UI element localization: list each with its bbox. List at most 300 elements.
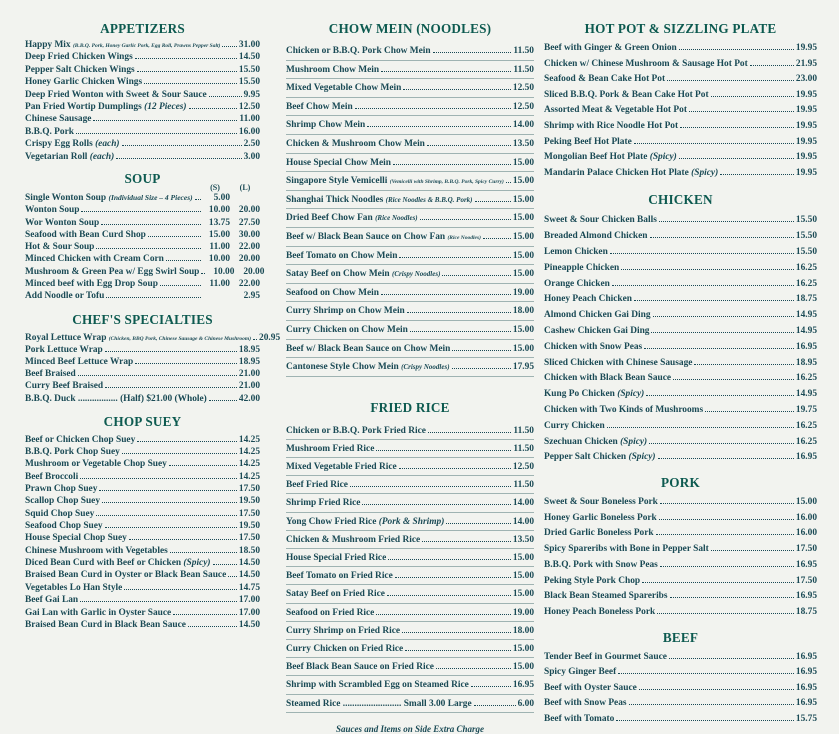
leader-dots bbox=[634, 143, 794, 144]
menu-item bbox=[544, 150, 817, 166]
menu-item bbox=[25, 508, 260, 520]
menu-item bbox=[544, 387, 817, 403]
menu-item bbox=[25, 39, 260, 51]
item-price: 17.95 bbox=[512, 362, 534, 373]
item-name-text: Orange Chicken bbox=[544, 278, 610, 289]
item-small-note: (Crispy Noodles) bbox=[392, 270, 441, 279]
item-name-text: House Special Chop Suey bbox=[25, 533, 127, 544]
item-name-text: Tender Beef in Gourmet Sauce bbox=[544, 651, 667, 662]
item-name-text: Spicy Ginger Beef bbox=[544, 667, 617, 678]
menu-column-1 bbox=[0, 0, 281, 631]
item-price: 14.00 bbox=[512, 498, 534, 509]
item-name bbox=[25, 204, 79, 216]
menu-item bbox=[286, 622, 534, 640]
chop-suey-title: CHOP SUEY bbox=[103, 413, 182, 429]
item-name bbox=[286, 42, 431, 61]
item-price: 16.95 bbox=[795, 698, 817, 709]
item-name bbox=[286, 154, 391, 173]
item-name-text: Seafood Chop Suey bbox=[25, 521, 103, 532]
item-name bbox=[286, 135, 425, 154]
leader-dots bbox=[436, 668, 511, 669]
item-price: 14.95 bbox=[795, 325, 817, 336]
item-price: 18.50 bbox=[238, 545, 260, 556]
item-name-text: Add Noodle or Tofu bbox=[25, 291, 105, 302]
item-name bbox=[544, 119, 678, 135]
menu-item bbox=[25, 557, 260, 569]
leader-dots bbox=[646, 395, 794, 396]
menu-item bbox=[544, 324, 817, 340]
soup-price-small: 10.00 bbox=[208, 205, 230, 216]
item-name-text: Beef Fried Rice bbox=[286, 480, 348, 491]
item-price: 16.95 bbox=[795, 591, 817, 602]
side-extra-note: Sauces and Items on Side Extra Charge bbox=[335, 723, 485, 734]
menu-item bbox=[544, 511, 817, 527]
item-price: 12.50 bbox=[512, 83, 534, 94]
menu-item bbox=[25, 229, 260, 241]
item-price: 15.00 bbox=[512, 343, 534, 354]
leader-dots bbox=[694, 364, 793, 365]
menu-item bbox=[25, 113, 260, 125]
leader-dots bbox=[420, 219, 511, 220]
item-price: 15.00 bbox=[512, 231, 534, 242]
item-italic-note: (Pork & Shrimp) bbox=[378, 516, 445, 527]
menu-item bbox=[25, 594, 260, 606]
leader-dots bbox=[124, 589, 237, 590]
leader-dots bbox=[644, 348, 794, 349]
item-price: 17.50 bbox=[795, 544, 817, 555]
item-name-text: Curry Chicken on Fried Rice bbox=[286, 643, 404, 654]
menu-item bbox=[286, 172, 534, 191]
item-name bbox=[286, 172, 504, 192]
menu-item bbox=[286, 358, 534, 377]
menu-item bbox=[286, 567, 534, 585]
menu-item bbox=[286, 191, 534, 210]
item-name bbox=[25, 76, 142, 88]
leader-dots bbox=[96, 248, 201, 249]
item-name-text: Mongolian Beef Hot Plate bbox=[544, 152, 648, 163]
leader-dots bbox=[189, 108, 237, 109]
item-name-text: Prawn Chop Suey bbox=[25, 484, 98, 495]
soup-price-small: 10.00 bbox=[208, 254, 230, 265]
item-name-text: Chinese Sausage bbox=[25, 114, 92, 125]
item-small-note: (Rice Noodles) bbox=[375, 214, 418, 223]
item-price: 15.00 bbox=[512, 589, 534, 600]
item-name bbox=[286, 676, 469, 694]
item-name-text: Curry Chicken on Chow Mein bbox=[286, 324, 408, 335]
item-name bbox=[544, 605, 655, 621]
hot-pot-list bbox=[544, 41, 817, 181]
soup-price-small: 15.00 bbox=[208, 229, 230, 240]
item-name-text: Deep Fried Chicken Wings bbox=[25, 52, 133, 63]
item-name bbox=[25, 266, 199, 278]
item-price: 21.00 bbox=[238, 369, 260, 380]
menu-item bbox=[286, 265, 534, 284]
leader-dots bbox=[402, 632, 511, 633]
item-price: 2.50 bbox=[243, 139, 260, 150]
item-name bbox=[544, 371, 671, 387]
menu-item bbox=[544, 558, 817, 574]
item-price: 15.00 bbox=[512, 157, 534, 168]
leader-dots bbox=[173, 614, 237, 615]
item-name-text: Vegetables Lo Han Style bbox=[25, 582, 123, 593]
leader-dots bbox=[405, 650, 511, 651]
chefs-specialties-list bbox=[25, 332, 281, 405]
item-price: 19.95 bbox=[795, 120, 817, 131]
leader-dots bbox=[166, 260, 201, 261]
item-price: 16.25 bbox=[795, 420, 817, 431]
item-price: 14.25 bbox=[238, 471, 260, 482]
leader-dots bbox=[483, 238, 511, 239]
item-name-text: Minced Beef Lettuce Wrap bbox=[25, 356, 134, 367]
item-name bbox=[544, 229, 648, 245]
menu-item bbox=[286, 247, 534, 266]
item-name-text: Curry Beef Braised bbox=[25, 381, 104, 392]
item-name bbox=[25, 380, 103, 392]
leader-dots bbox=[711, 96, 794, 97]
menu-item bbox=[544, 450, 817, 466]
item-name bbox=[25, 557, 211, 569]
item-price: 14.50 bbox=[238, 558, 260, 569]
leader-dots bbox=[188, 626, 237, 627]
leader-dots bbox=[80, 601, 237, 602]
item-name bbox=[286, 422, 426, 440]
item-price: 11.00 bbox=[239, 114, 260, 125]
item-name-text: Breaded Almond Chicken bbox=[544, 231, 648, 242]
item-price: 14.00 bbox=[512, 120, 534, 131]
item-name bbox=[544, 558, 658, 574]
leader-dots bbox=[78, 375, 237, 376]
item-price: 16.95 bbox=[512, 680, 534, 691]
soup-price-large: 22.00 bbox=[238, 242, 260, 253]
leader-dots bbox=[222, 46, 237, 47]
item-name bbox=[544, 681, 637, 697]
leader-dots bbox=[433, 52, 512, 53]
menu-item bbox=[544, 542, 817, 558]
item-name bbox=[286, 658, 434, 676]
leader-dots bbox=[106, 297, 201, 298]
item-name-text: Honey Peach Boneless Pork bbox=[544, 606, 656, 617]
item-price: 14.75 bbox=[238, 582, 260, 593]
item-italic-note: (Individual Size – 4 Pieces) bbox=[108, 192, 193, 202]
menu-item bbox=[286, 284, 534, 303]
item-name bbox=[286, 191, 473, 210]
leader-dots bbox=[195, 199, 201, 200]
menu-item bbox=[25, 356, 260, 368]
leader-dots bbox=[642, 582, 794, 583]
item-price: 15.50 bbox=[795, 231, 817, 242]
item-small-note: (B.B.Q. Pork, Honey Garlic Pork, Egg Roll, Prawns Pepper Salt) bbox=[72, 43, 221, 49]
item-price: 18.75 bbox=[795, 606, 817, 617]
soup-list bbox=[25, 192, 265, 303]
item-name-text: Beef w/ Black Bean Sauce on Chow Mein bbox=[286, 343, 451, 354]
pork-list bbox=[544, 495, 817, 621]
leader-dots bbox=[673, 379, 794, 380]
item-name bbox=[286, 622, 400, 640]
menu-item bbox=[544, 403, 817, 419]
item-italic-note: (Spicy) bbox=[628, 452, 656, 463]
item-price: 15.00 bbox=[795, 497, 817, 508]
menu-item bbox=[544, 574, 817, 590]
item-name bbox=[286, 321, 408, 340]
item-name-text: Chicken with Two Kinds of Mushrooms bbox=[544, 404, 704, 415]
item-name-text: Satay Beef on Fried Rice bbox=[286, 589, 385, 600]
item-name-text: B.B.Q. Pork bbox=[25, 126, 74, 137]
item-name bbox=[544, 72, 665, 88]
menu-item bbox=[25, 138, 260, 150]
item-name-text: Mushroom & Green Pea w/ Egg Swirl Soup bbox=[25, 266, 200, 277]
menu-item bbox=[544, 72, 817, 88]
item-name-text: Mandarin Palace Chicken Hot Plate bbox=[544, 167, 689, 178]
menu-item bbox=[25, 290, 260, 302]
leader-dots bbox=[610, 253, 794, 254]
soup-price-large: 20.00 bbox=[243, 266, 265, 277]
leader-dots bbox=[350, 486, 511, 487]
menu-item bbox=[286, 695, 534, 713]
item-name bbox=[25, 458, 167, 470]
item-price: 16.95 bbox=[795, 341, 817, 352]
item-name bbox=[286, 358, 450, 377]
item-name bbox=[286, 531, 420, 549]
item-name-text: Crispy Egg Rolls bbox=[25, 139, 93, 150]
item-name bbox=[25, 356, 133, 368]
item-name bbox=[286, 585, 385, 603]
menu-item bbox=[544, 88, 817, 104]
item-name-text: Beef Braised bbox=[25, 369, 76, 380]
item-name-text: Mushroom or Vegetable Chop Suey bbox=[25, 459, 167, 470]
menu-item bbox=[286, 458, 534, 476]
leader-dots bbox=[135, 363, 237, 364]
item-price: 15.00 bbox=[512, 269, 534, 280]
soup-price-large: 22.00 bbox=[238, 278, 260, 289]
menu-item bbox=[544, 308, 817, 324]
item-price: 15.00 bbox=[512, 571, 534, 582]
menu-item bbox=[286, 116, 534, 135]
leader-dots bbox=[657, 613, 794, 614]
chow-mein-list bbox=[286, 42, 534, 377]
menu-item bbox=[25, 434, 260, 446]
item-small-note: (Crispy Noodles) bbox=[401, 363, 450, 372]
item-italic-note: (Spicy) bbox=[620, 436, 648, 447]
menu-item bbox=[544, 277, 817, 293]
item-name bbox=[25, 471, 78, 483]
item-name bbox=[25, 495, 100, 507]
item-name-text: Chicken or B.B.Q. Pork Chow Mein bbox=[286, 46, 431, 56]
hot-pot-title: HOT POT & SIZZLING PLATE bbox=[584, 21, 777, 36]
chicken-list bbox=[544, 213, 817, 466]
menu-item bbox=[286, 658, 534, 676]
item-price: 11.50 bbox=[513, 64, 534, 75]
item-name-text: Beef Gai Lan bbox=[25, 595, 79, 606]
item-name-text: Beef with Tomato bbox=[544, 713, 615, 724]
item-name-text: Yong Chow Fried Rice bbox=[286, 516, 377, 527]
soup-price-large: 30.00 bbox=[238, 229, 260, 240]
item-name-text: Seafood on Chow Mein bbox=[286, 287, 379, 298]
item-price: 19.95 bbox=[795, 43, 817, 53]
menu-item bbox=[544, 681, 817, 697]
item-name bbox=[286, 440, 374, 458]
item-name bbox=[544, 712, 614, 728]
leader-dots bbox=[711, 550, 794, 551]
item-name bbox=[286, 79, 401, 98]
leader-dots bbox=[689, 111, 794, 112]
item-name bbox=[544, 574, 640, 590]
item-name-text: Beef w/ Black Bean Sauce on Chow Fan bbox=[286, 231, 446, 242]
leader-dots bbox=[80, 478, 237, 479]
menu-column-2 bbox=[277, 0, 540, 734]
soup-title: SOUP bbox=[124, 170, 161, 186]
item-name bbox=[25, 368, 76, 380]
leader-dots bbox=[170, 552, 237, 553]
leader-dots bbox=[122, 453, 237, 454]
item-price: 19.00 bbox=[512, 287, 534, 298]
item-name-text: Cantonese Style Chow Mein bbox=[286, 362, 399, 373]
item-price: 16.00 bbox=[795, 512, 817, 523]
item-name bbox=[286, 265, 440, 284]
item-name-text: Pepper Salt Chicken Wings bbox=[25, 64, 135, 75]
menu-item bbox=[25, 446, 260, 458]
menu-item bbox=[286, 61, 534, 80]
item-name-text: Chicken w/ Chinese Mushroom & Sausage Hot Pot bbox=[544, 58, 748, 69]
item-price: 15.50 bbox=[238, 77, 260, 88]
item-price: 9.95 bbox=[243, 89, 260, 100]
item-price: 16.95 bbox=[795, 667, 817, 678]
item-name bbox=[544, 245, 608, 261]
leader-dots bbox=[105, 387, 237, 388]
menu-item bbox=[25, 520, 260, 532]
item-price: 16.25 bbox=[795, 278, 817, 289]
item-price: 21.00 bbox=[238, 381, 260, 392]
menu-item bbox=[286, 302, 534, 321]
appetizers-list bbox=[25, 39, 260, 163]
leader-dots bbox=[649, 443, 794, 444]
item-name bbox=[25, 582, 122, 594]
leader-dots bbox=[658, 458, 794, 459]
menu-item bbox=[25, 204, 260, 216]
item-italic-note: (each) bbox=[89, 151, 115, 162]
menu-item bbox=[25, 471, 260, 483]
item-name-text: Diced Bean Curd with Beef or Chicken bbox=[25, 558, 182, 569]
leader-dots bbox=[137, 71, 237, 72]
item-name bbox=[25, 39, 220, 52]
item-price: 15.00 bbox=[512, 662, 534, 673]
item-name-text: Beef Broccoli bbox=[25, 471, 79, 482]
menu-item bbox=[544, 135, 817, 151]
menu-column-3 bbox=[540, 0, 839, 728]
item-name-text: Chinese Mushroom with Vegetables bbox=[25, 545, 168, 556]
item-name-text: Beef or Chicken Chop Suey bbox=[25, 434, 136, 445]
item-name bbox=[25, 508, 94, 520]
menu-item bbox=[544, 57, 817, 73]
item-name bbox=[544, 57, 748, 73]
item-name bbox=[286, 61, 379, 80]
item-price: 15.00 bbox=[512, 250, 534, 261]
item-italic-note: (Spicy) bbox=[691, 167, 719, 178]
item-name bbox=[544, 308, 651, 324]
leader-dots bbox=[650, 237, 794, 238]
leader-dots bbox=[403, 89, 511, 90]
menu-item bbox=[544, 605, 817, 621]
menu-item bbox=[286, 531, 534, 549]
menu-item bbox=[544, 650, 817, 666]
item-name bbox=[25, 138, 120, 150]
menu-item bbox=[544, 665, 817, 681]
menu-item bbox=[286, 209, 534, 228]
fried-rice-list bbox=[286, 422, 534, 713]
item-name-text: Mushroom Chow Mein bbox=[286, 64, 380, 75]
leader-dots bbox=[659, 519, 794, 520]
menu-item bbox=[544, 495, 817, 511]
menu-item bbox=[25, 582, 260, 594]
item-price: 14.50 bbox=[238, 52, 260, 63]
item-price: 15.50 bbox=[795, 215, 817, 226]
item-name bbox=[544, 526, 654, 542]
item-name bbox=[544, 88, 709, 104]
leader-dots bbox=[679, 49, 794, 50]
leader-dots bbox=[474, 705, 516, 706]
beef-title: BEEF bbox=[662, 629, 699, 645]
soup-price-large: 2.95 bbox=[243, 291, 260, 302]
soup-price-large: 20.00 bbox=[238, 205, 260, 216]
leader-dots bbox=[639, 689, 794, 690]
item-name-text: Satay Beef on Chow Mein bbox=[286, 269, 390, 280]
leader-dots bbox=[720, 174, 794, 175]
item-name-text: Honey Garlic Chicken Wings bbox=[25, 77, 143, 88]
item-name bbox=[25, 532, 127, 544]
leader-dots bbox=[629, 704, 794, 705]
item-price: 11.50 bbox=[513, 46, 534, 56]
item-name bbox=[25, 619, 186, 631]
item-name bbox=[286, 567, 393, 585]
item-price: 11.50 bbox=[513, 480, 534, 491]
leader-dots bbox=[376, 450, 511, 451]
leader-dots bbox=[399, 257, 510, 258]
item-name bbox=[544, 696, 627, 712]
menu-item bbox=[286, 476, 534, 494]
item-price: 11.50 bbox=[513, 425, 534, 436]
leader-dots bbox=[381, 294, 511, 295]
leader-dots bbox=[355, 108, 511, 109]
leader-dots bbox=[201, 273, 205, 274]
item-price: 14.25 bbox=[238, 434, 260, 445]
menu-item bbox=[25, 619, 260, 631]
menu-item bbox=[544, 435, 817, 451]
item-name-text: Beef with Ginger & Green Onion bbox=[544, 43, 677, 53]
leader-dots bbox=[105, 351, 237, 352]
item-name-text: Spicy Spareribs with Bone in Pepper Salt bbox=[544, 544, 709, 555]
item-name bbox=[286, 494, 360, 512]
menu-item bbox=[25, 458, 260, 470]
leader-dots bbox=[81, 211, 201, 212]
menu-item bbox=[25, 368, 260, 380]
item-name-text: Gai Lan with Garlic in Oyster Sauce bbox=[25, 607, 172, 618]
item-italic-note: (Spicy) bbox=[649, 152, 677, 163]
item-small-note: (Rice Noodles & B.B.Q. Pork) bbox=[385, 195, 473, 204]
item-name bbox=[25, 217, 99, 229]
item-price: 13.50 bbox=[512, 138, 534, 149]
item-name bbox=[25, 151, 114, 163]
menu-item bbox=[286, 513, 534, 531]
leader-dots bbox=[76, 133, 237, 134]
item-price: 14.95 bbox=[795, 389, 817, 400]
item-price: 16.95 bbox=[795, 651, 817, 662]
item-name-text: Sweet & Sour Boneless Pork bbox=[544, 497, 658, 508]
item-name-text: Pan Fried Wortip Dumplings bbox=[25, 101, 142, 112]
item-name bbox=[286, 116, 365, 135]
item-price: 14.25 bbox=[238, 459, 260, 470]
item-name bbox=[25, 344, 103, 356]
item-name-text: Lemon Chicken bbox=[544, 246, 608, 257]
item-name bbox=[25, 253, 164, 265]
